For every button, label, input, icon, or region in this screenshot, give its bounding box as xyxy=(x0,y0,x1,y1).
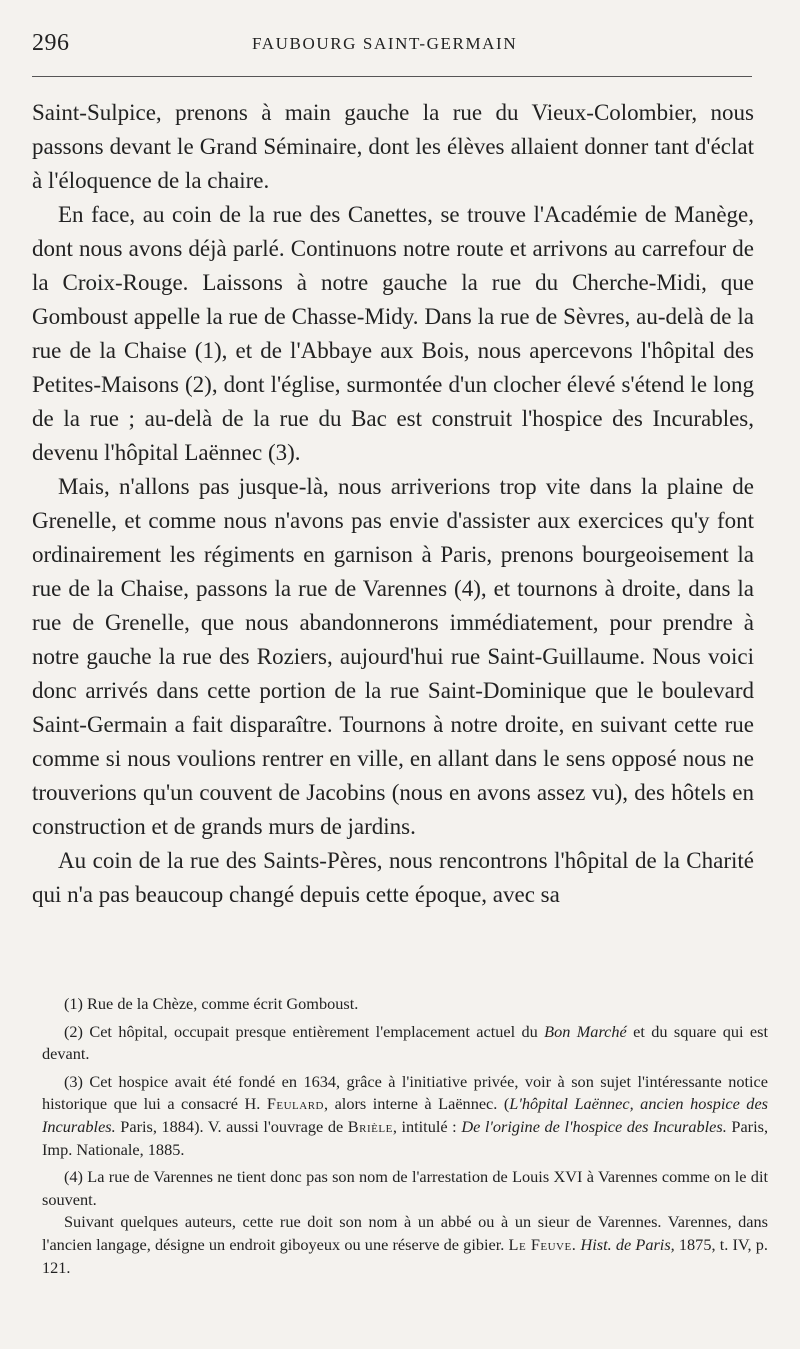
paragraph: Mais, n'allons pas jusque-là, nous arriverions trop vite dans la plaine de Grenelle, et comme nous n'avons pas envie d'assister aux exercices qu'y font ordinairement les régiments en garnison à Paris, prenons bourgeoisement la rue de la Chaise, passons la rue de Varennes (4), et tournons à droite, dans la rue de Grenelle, que nous abandonnerons immédiatement, pour prendre à notre gauche la rue des Roziers, aujourd'hui rue Saint-Guillaume. Nous voici donc arrivés dans cette portion de la rue Saint-Dominique que le boulevard Saint-Germain a fait disparaître. Tournons à notre droite, en suivant cette rue comme si nous voulions rentrer en ville, en allant dans le sens opposé nous ne trouverions qu'un couvent de Jacobins (nous en avons assez vu), des hôtels en construction et de grands murs de jardins. xyxy=(32,474,754,839)
footnote-2 xyxy=(42,1021,768,1066)
footnote-text: , alors interne à Laënnec. ( xyxy=(324,1094,510,1114)
paragraph: Au coin de la rue des Saints-Pères, nous rencontrons l'hôpital de la Charité qui n'a pas beaucoup changé depuis cette époque, avec sa xyxy=(32,848,754,907)
paragraph: Saint-Sulpice, prenons à main gauche la rue du Vieux-Colombier, nous passons devant le Grand Séminaire, dont les élèves allaient donner tant d'éclat à l'éloquence de la chaire. xyxy=(32,100,754,193)
footnote-text: (3) Cet hospice avait été fondé en 1634, grâce à l'initiative privée, voir à son sujet l'intéressante notice historique que lui a consacré H. xyxy=(42,1071,768,1114)
header-rule xyxy=(32,76,752,77)
footnote-text: (1) Rue de la Chèze, comme écrit Gomboust. xyxy=(64,994,359,1013)
page-header xyxy=(32,30,752,60)
footnote-author: Le Feuve. xyxy=(508,1234,577,1254)
footnote-1 xyxy=(42,993,768,1016)
footnote-text: 1875, t. IV, p. 121. xyxy=(42,1234,768,1277)
footnote-author: Brièle xyxy=(347,1116,393,1136)
footnotes xyxy=(42,993,768,1284)
footnote-title: Hist. de Paris, xyxy=(580,1234,675,1254)
footnote-text: et du square qui est devant. xyxy=(42,1021,768,1064)
paragraph: En face, au coin de la rue des Canettes, se trouve l'Académie de Manège, dont nous avons déjà parlé. Continuons notre route et arrivons au carrefour de la Croix-Rouge. Laissons à notre gauche la rue du Cherche-Midi, que Gomboust appelle la rue de Chasse-Midy. Dans la rue de Sèvres, au-delà de la rue de la Chaise (1), et de l'Abbaye aux Bois, nous apercevons l'hôpital des Petites-Maisons (2), dont l'église, surmontée d'un clocher élevé s'étend le long de la rue ; au-delà de la rue du Bac est construit l'hospice des Incurables, devenu l'hôpital Laënnec (3). xyxy=(32,202,754,465)
running-title: FAUBOURG SAINT-GERMAIN xyxy=(252,34,518,53)
footnote-text: , intitulé : xyxy=(392,1116,462,1136)
footnote-text: (4) La rue de Varennes ne tient donc pas son nom de l'arrestation de Louis XVI à Varennes comme on le dit souvent. xyxy=(42,1167,768,1209)
main-text xyxy=(32,96,754,912)
footnote-4 xyxy=(42,1166,768,1211)
footnote-title: L'hôpital Laënnec, ancien hospice des Incurables. xyxy=(42,1094,769,1136)
page-number: 296 xyxy=(32,30,70,56)
footnote-text: Paris, 1884). V. aussi l'ouvrage de xyxy=(115,1116,348,1136)
footnote-3 xyxy=(42,1071,768,1161)
footnote-author: Feulard xyxy=(266,1094,324,1114)
footnote-title: De l'origine de l'hospice des Incurables. xyxy=(461,1116,727,1136)
footnote-4-continued xyxy=(42,1211,768,1279)
footnote-text: Paris, Imp. Nationale, 1885. xyxy=(42,1116,769,1159)
footnote-text: (2) Cet hôpital, occupait presque entièrement l'emplacement actuel du xyxy=(64,1021,545,1041)
footnote-text: Suivant quelques auteurs, cette rue doit son nom à un abbé ou à un sieur de Varennes. Varennes, dans l'ancien langage, désigne un endroit giboyeux ou une réserve de gibier. xyxy=(42,1212,768,1254)
footnote-italic: Bon Marché xyxy=(544,1021,627,1041)
